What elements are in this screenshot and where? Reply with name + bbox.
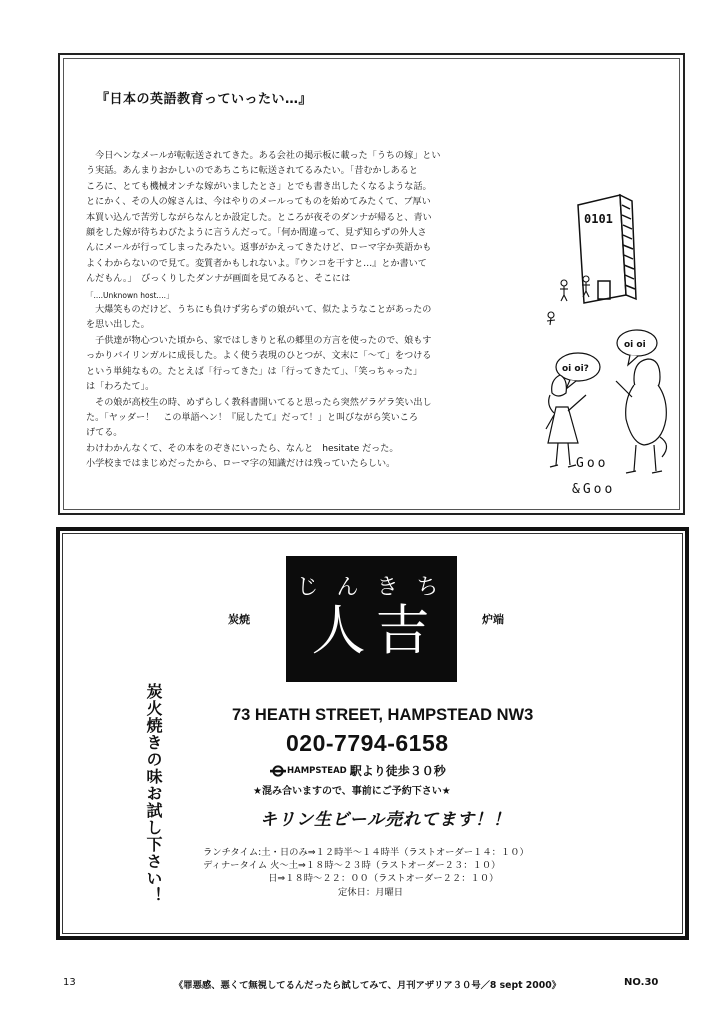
article-line: た。「ヤッダー！ この単語ヘン！『屁したて』だって！」と叫びながら笑いころ bbox=[86, 412, 418, 423]
hours-line-dinner: ディナータイム 火〜土⇒１８時〜２３時（ラストオーダー２３：１０） bbox=[203, 859, 501, 871]
page-number: 13 bbox=[63, 977, 76, 988]
issue-number: NO.30 bbox=[624, 977, 659, 988]
article-line: その娘が高校生の時、めずらしく教科書開いてると思ったら突然ゲラゲラ笑い出し bbox=[86, 397, 432, 408]
article-line: とにかく、その人の嫁さんは、今はやりのメールってものを始めてみたくて、ブ厚い bbox=[86, 197, 431, 208]
address: 73 HEATH STREET, HAMPSTEAD NW3 bbox=[232, 706, 534, 724]
article-line: という単純なもの。たとえば「行ってきた」は「行ってきたて」、「笑っちゃった」 bbox=[86, 366, 423, 377]
article-line: 大爆笑ものだけど、うちにも負けず劣らずの娘がいて、似たようなことがあったの bbox=[86, 305, 432, 316]
article-line: を思い出した。 bbox=[86, 320, 150, 331]
article-title: 『日本の英語教育っていったい…』 bbox=[96, 92, 313, 107]
hours-line-lunch: ランチタイム:土・日のみ⇒１２時半〜１４時半（ラストオーダー１４：１０） bbox=[203, 847, 529, 858]
article-line: 今日ヘンなメールが転転送されてきた。ある会社の掲示板に載った「うちの嫁」とい bbox=[86, 151, 441, 161]
signature-line-1: Goo bbox=[576, 456, 609, 471]
access-info bbox=[270, 762, 446, 779]
logo-right-label: 炉端 bbox=[482, 613, 504, 626]
phone-number: 020-7794-6158 bbox=[286, 730, 449, 756]
logo-name: 人吉 bbox=[311, 599, 440, 662]
vertical-tagline: 炭火焼きの味お試し下さい！ bbox=[144, 683, 163, 904]
hours-line-sunday: 日⇒１８時〜２２：００（ラストオーダー２２：１０） bbox=[203, 872, 499, 884]
article-line: ころに、とても機械オンチな嫁がいましたとさ」とでも書き出したくなるような話。 bbox=[86, 181, 432, 192]
article-line: んにメールが行ってしまったみたい。返事がかえってきたけど、ローマ字か英語かも bbox=[86, 243, 432, 254]
article-line: っかりバイリンガルに成長した。よく使う表現のひとつが、文末に「〜て」をつける bbox=[86, 351, 432, 362]
station-name: HAMPSTEAD bbox=[287, 765, 347, 776]
article-body bbox=[86, 149, 526, 473]
article-line: 顔をした嫁が待ちわびたように言うんだって。「何か間違って、見ず知らずの外人さ bbox=[86, 228, 427, 239]
signature-line-2: &Goo bbox=[572, 482, 616, 497]
article-line: 子供達が物心ついた頃から、家ではしきりと私の郷里の方言を使ったので、娘もす bbox=[86, 335, 432, 346]
article-line-unknown-host: 「....Unknown host....」 bbox=[86, 290, 174, 300]
article-line: んだもん。」 びっくりしたダンナが画面を見てみると、そこには bbox=[86, 274, 351, 285]
speech-bubble-1: oi oi? bbox=[562, 364, 589, 374]
article-line: よくわからないので見て。変質者かもしれないよ。『ウンコを干すと…』とか書いて bbox=[86, 258, 427, 269]
article-line: わけわかんなくて、その本をのぞきにいったら、なんと hesitate だった。 bbox=[86, 443, 399, 454]
article-line: う実話。あんまりおかしいのであちこちに転送されてるみたい。「昔むかしあると bbox=[86, 166, 418, 177]
speech-bubble-2: oi oi bbox=[624, 340, 646, 350]
opening-hours bbox=[203, 847, 529, 885]
article-line: は「わろたて」。 bbox=[86, 382, 155, 393]
restaurant-logo bbox=[286, 556, 457, 682]
article-line: 小学校まではまじめだったから、ローマ字の知識だけは残っていたらしい。 bbox=[86, 459, 396, 470]
article-line: 本買い込んで苦労しながらなんとか設定した。ところが夜そのダンナが帰ると、青い bbox=[86, 212, 432, 223]
kirin-beer-notice: キリン生ビール売れてます！！ bbox=[260, 810, 511, 830]
access-walk-time: 駅より徒歩３０秒 bbox=[349, 764, 446, 778]
signature bbox=[572, 451, 644, 503]
closed-day: 定休日：月曜日 bbox=[338, 887, 404, 898]
reservation-note: ★混み合いますので、事前にご予約下さい★ bbox=[253, 786, 451, 797]
logo-left-label: 炭焼 bbox=[228, 613, 250, 626]
article-line: げてる。 bbox=[86, 428, 123, 439]
logo-reading: じんきち bbox=[296, 575, 457, 600]
footer-text: 《罪悪感、悪くて無視してるんだったら試してみて、月刊アザリア３０号／8 sept 2000》 bbox=[174, 980, 561, 991]
building-sign: 0101 bbox=[584, 212, 613, 226]
underground-roundel-icon bbox=[270, 765, 286, 777]
